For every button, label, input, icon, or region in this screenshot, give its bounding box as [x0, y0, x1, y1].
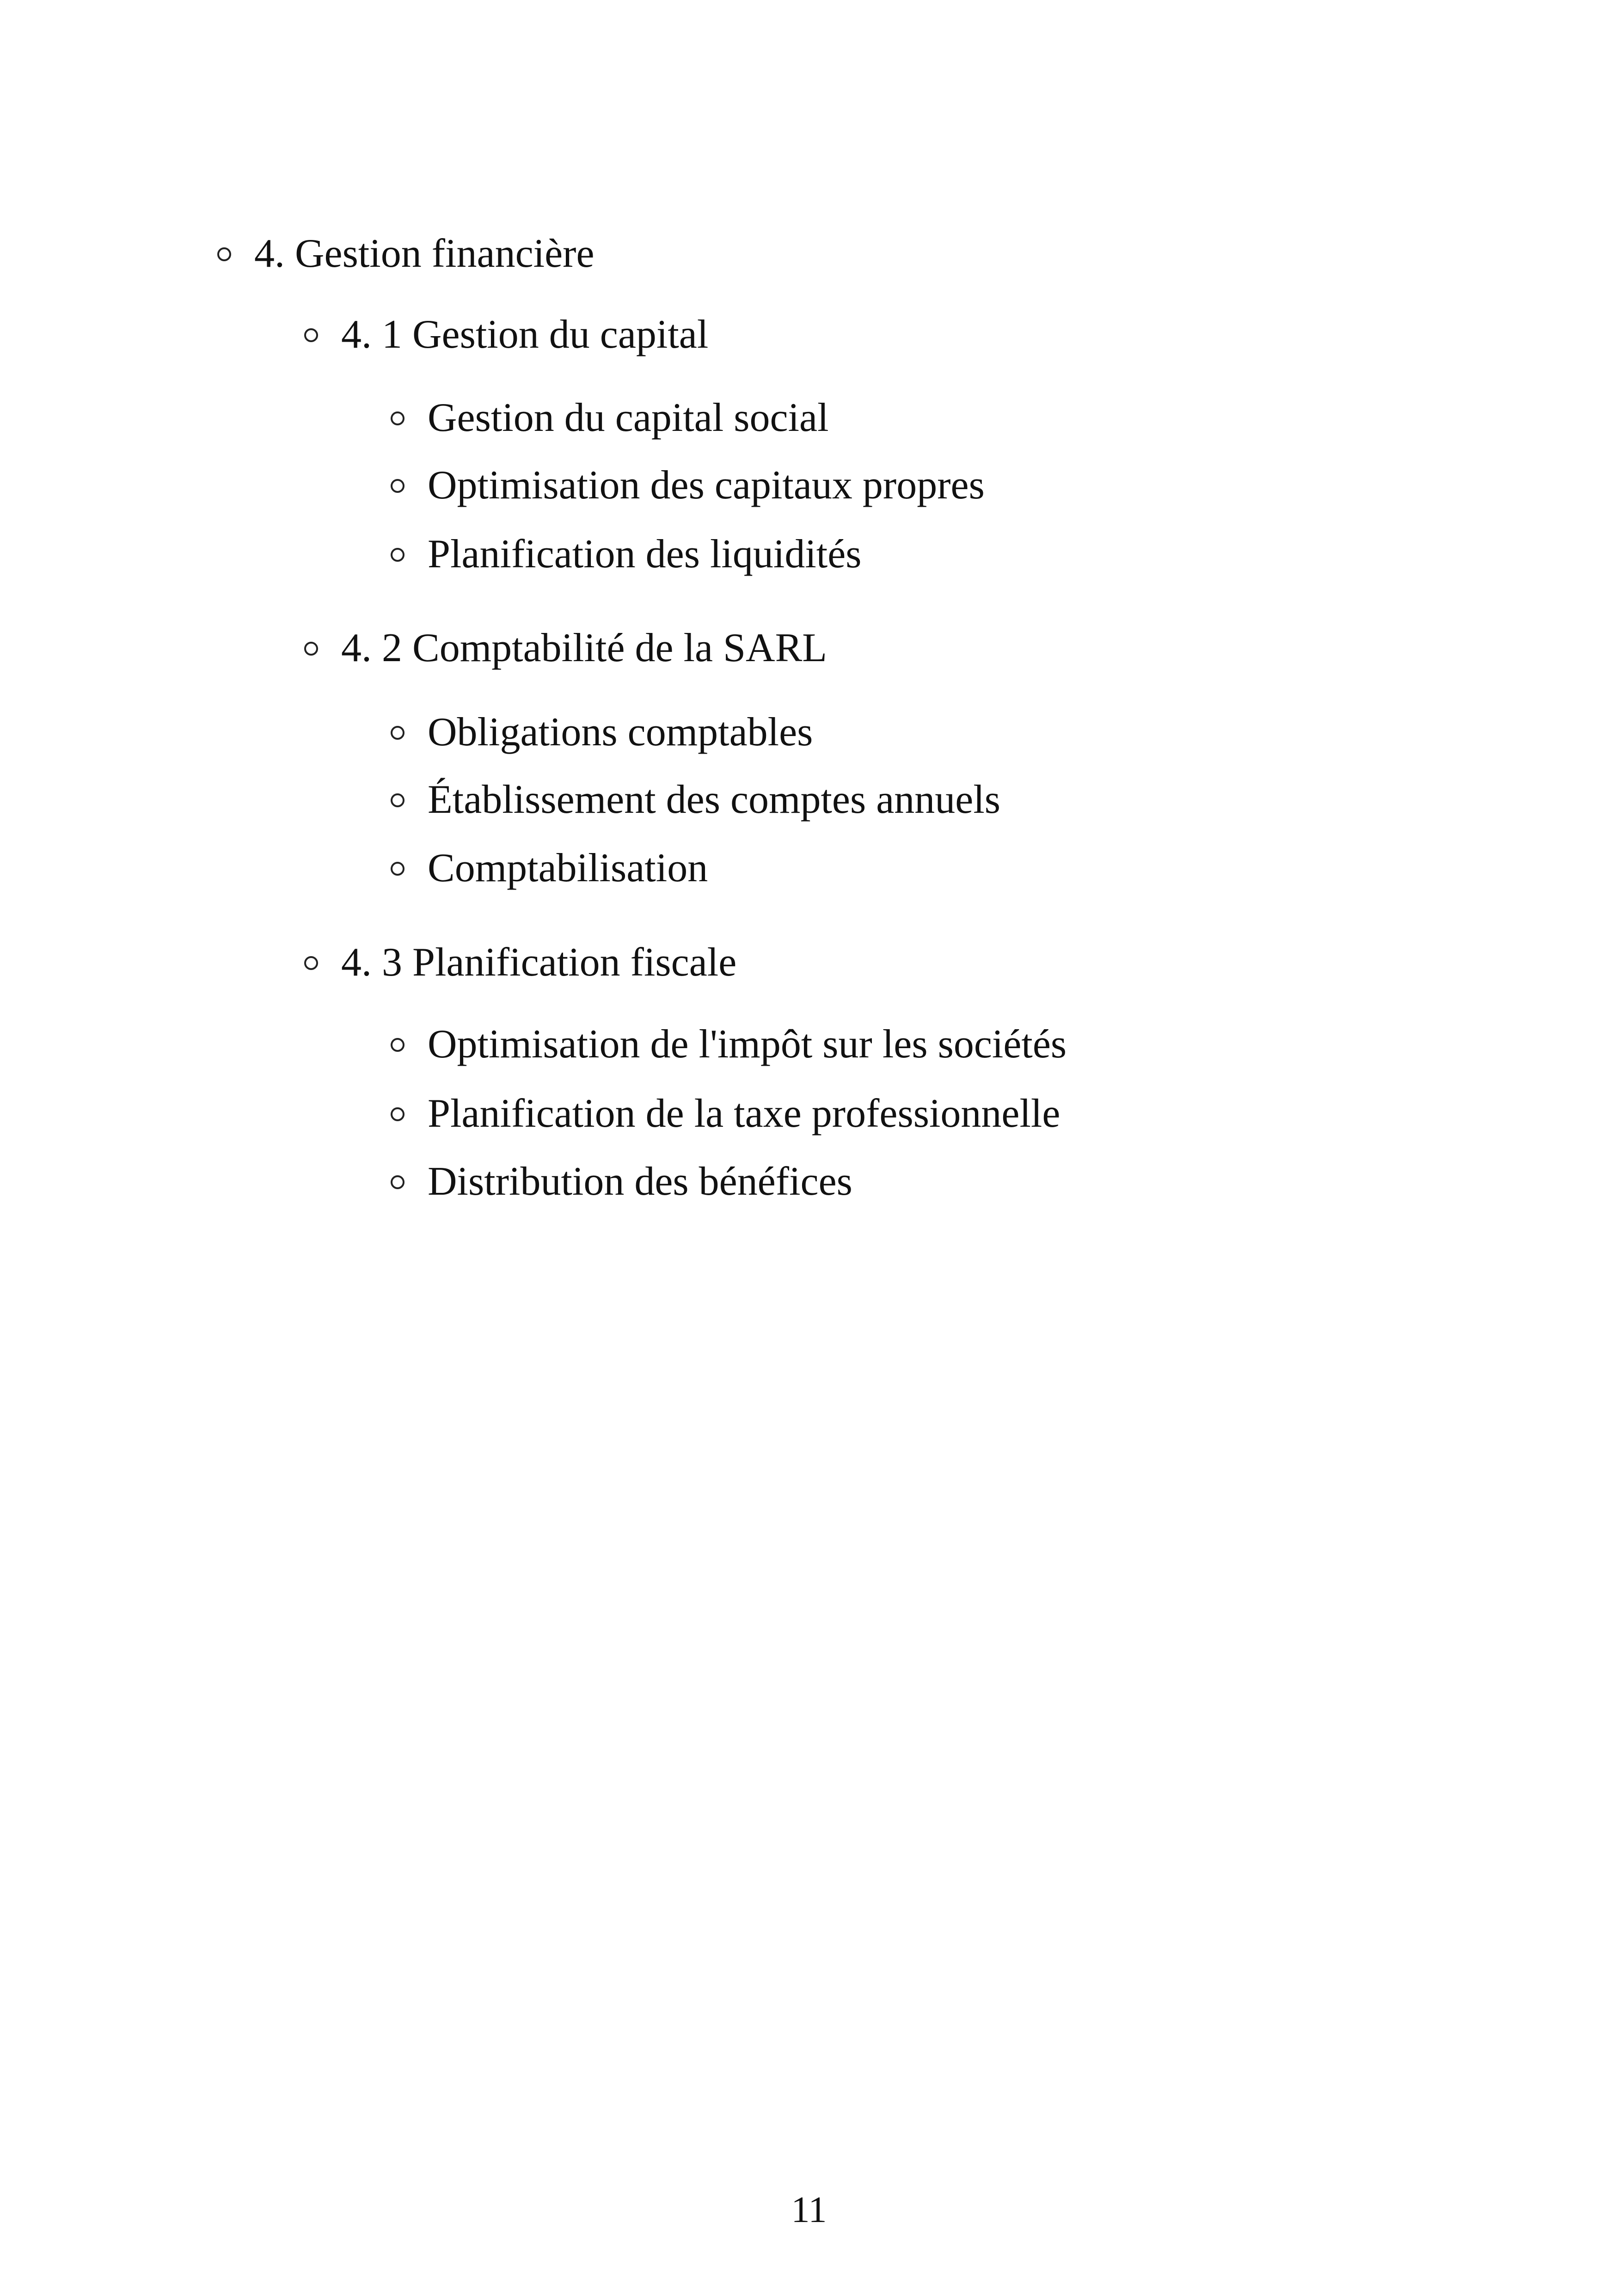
bullet-icon [391, 479, 404, 493]
section-heading-4-1: 4. 1 Gestion du capital [341, 312, 709, 357]
list-item: Optimisation de l'impôt sur les sociétés [428, 1022, 1067, 1067]
section-heading-4-3: 4. 3 Planification fiscale [341, 940, 737, 985]
list-item: Comptabilisation [428, 846, 708, 890]
bullet-icon [391, 1107, 404, 1121]
bullet-icon [391, 1175, 404, 1189]
bullet-icon [391, 793, 404, 807]
list-item: Distribution des bénéfices [428, 1159, 852, 1204]
list-item: Établissement des comptes annuels [428, 777, 1001, 822]
bullet-icon [304, 642, 318, 656]
list-item: Planification de la taxe professionnelle [428, 1091, 1060, 1136]
bullet-icon [391, 862, 404, 876]
page-number: 11 [791, 2190, 827, 2230]
list-item: Gestion du capital social [428, 395, 829, 440]
bullet-icon [391, 411, 404, 425]
list-item: Obligations comptables [428, 710, 813, 755]
bullet-icon [217, 247, 231, 261]
outline-title: 4. Gestion financière [254, 231, 594, 276]
section-heading-4-2: 4. 2 Comptabilité de la SARL [341, 626, 827, 670]
bullet-icon [391, 726, 404, 740]
list-item: Optimisation des capitaux propres [428, 463, 985, 508]
bullet-icon [391, 1038, 404, 1052]
bullet-icon [304, 956, 318, 970]
bullet-icon [304, 328, 318, 342]
bullet-icon [391, 548, 404, 562]
list-item: Planification des liquidités [428, 532, 862, 577]
